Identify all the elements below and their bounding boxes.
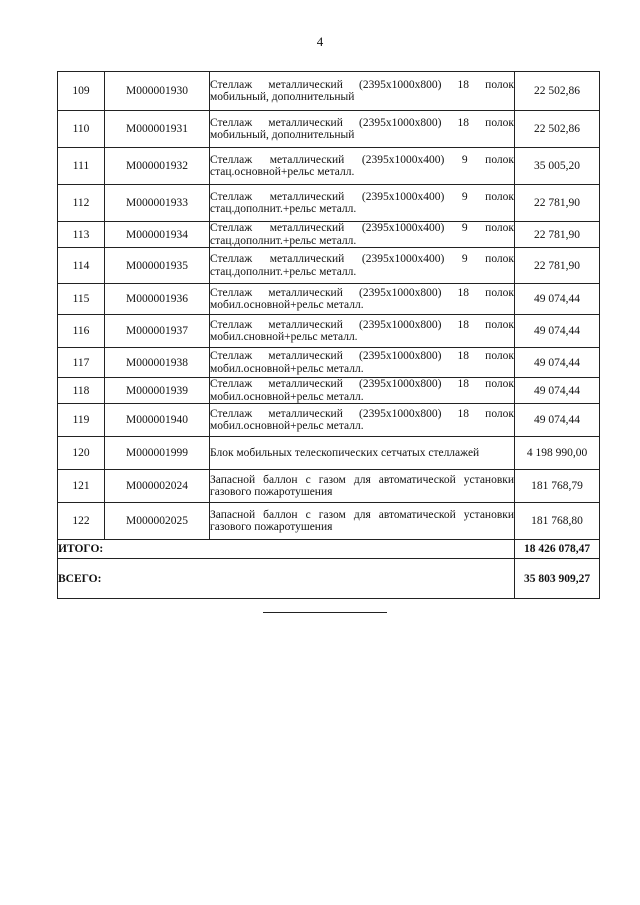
description-line-1: Запасной баллон с газом для автоматической установки xyxy=(210,473,514,486)
description-line-1: Стеллаж металлический (2395x1000x400) 9 полок xyxy=(210,253,514,266)
row-number: 114 xyxy=(58,248,105,284)
description-line-2: мобильный, дополнительный xyxy=(210,91,355,103)
description-line-2: мобильный, дополнительный xyxy=(210,129,355,141)
table-row xyxy=(58,404,600,437)
item-description xyxy=(210,378,515,404)
itogo-value: 18 426 078,47 xyxy=(515,540,600,559)
amount: 22 781,90 xyxy=(515,222,600,248)
description-line-1: Стеллаж металлический (2395x1000x800) 18 полок xyxy=(210,116,514,129)
description-line-1: Блок мобильных телескопических сетчатых стеллажей xyxy=(210,446,480,459)
row-number: 121 xyxy=(58,470,105,503)
row-number: 120 xyxy=(58,437,105,470)
description-line-1: Стеллаж металлический (2395x1000x400) 9 полок xyxy=(210,190,514,203)
vsego-value: 35 803 909,27 xyxy=(515,559,600,599)
row-number: 109 xyxy=(58,72,105,111)
amount: 49 074,44 xyxy=(515,348,600,378)
itogo-row xyxy=(58,540,600,559)
item-description xyxy=(210,148,515,185)
separator-line xyxy=(263,612,387,613)
item-description xyxy=(210,315,515,348)
item-description xyxy=(210,248,515,284)
description-line-1: Стеллаж металлический (2395x1000x400) 9 полок xyxy=(210,153,514,166)
inventory-code: М000001933 xyxy=(105,185,210,222)
table-row xyxy=(58,348,600,378)
table-row xyxy=(58,222,600,248)
description-line-1: Запасной баллон с газом для автоматической установки xyxy=(210,508,514,521)
row-number: 110 xyxy=(58,111,105,148)
description-line-1: Стеллаж металлический (2395x1000x800) 18 полок xyxy=(210,350,514,363)
amount: 49 074,44 xyxy=(515,378,600,404)
table-row xyxy=(58,111,600,148)
inventory-code: М000001936 xyxy=(105,284,210,315)
inventory-code: М000001939 xyxy=(105,378,210,404)
inventory-code: М000001930 xyxy=(105,72,210,111)
description-line-1: Стеллаж металлический (2395x1000x800) 18 полок xyxy=(210,318,514,331)
inventory-code: М000001932 xyxy=(105,148,210,185)
inventory-code: М000001940 xyxy=(105,404,210,437)
table-row xyxy=(58,470,600,503)
description-line-1: Стеллаж металлический (2395x1000x800) 18 полок xyxy=(210,407,514,420)
description-line-2: мобил.основной+рельс металл. xyxy=(210,420,364,432)
item-description xyxy=(210,437,515,470)
amount: 22 502,86 xyxy=(515,72,600,111)
row-number: 116 xyxy=(58,315,105,348)
item-description xyxy=(210,72,515,111)
table-row xyxy=(58,437,600,470)
row-number: 122 xyxy=(58,503,105,540)
table-body xyxy=(58,72,600,540)
item-description xyxy=(210,284,515,315)
amount: 22 502,86 xyxy=(515,111,600,148)
row-number: 115 xyxy=(58,284,105,315)
row-number: 113 xyxy=(58,222,105,248)
description-line-2: стац.дополнит.+рельс металл. xyxy=(210,234,357,247)
description-line-2: газового пожаротушения xyxy=(210,521,333,533)
page-number: 4 xyxy=(316,34,324,49)
inventory-code: М000001937 xyxy=(105,315,210,348)
description-line-2: мобил.основной+рельс металл. xyxy=(210,362,364,375)
amount: 49 074,44 xyxy=(515,404,600,437)
description-line-2: мобил.основной+рельс металл. xyxy=(210,390,364,403)
vsego-row xyxy=(58,559,600,599)
table-row xyxy=(58,72,600,111)
item-description xyxy=(210,222,515,248)
amount: 49 074,44 xyxy=(515,315,600,348)
row-number: 111 xyxy=(58,148,105,185)
amount: 49 074,44 xyxy=(515,284,600,315)
item-description xyxy=(210,111,515,148)
table-row xyxy=(58,378,600,404)
inventory-code: М000001934 xyxy=(105,222,210,248)
description-line-2: стац.дополнит.+рельс металл. xyxy=(210,265,357,278)
description-line-2: стац.основной+рельс металл. xyxy=(210,166,355,178)
description-line-1: Стеллаж металлический (2395x1000x400) 9 полок xyxy=(210,222,514,235)
inventory-code: М000001935 xyxy=(105,248,210,284)
description-line-1: Стеллаж металлический (2395x1000x800) 18 полок xyxy=(210,378,514,391)
vsego-label: ВСЕГО: xyxy=(58,559,515,599)
table-row xyxy=(58,284,600,315)
inventory-code: М000002025 xyxy=(105,503,210,540)
inventory-code: М000001938 xyxy=(105,348,210,378)
amount: 22 781,90 xyxy=(515,185,600,222)
description-line-2: стац.дополнит.+рельс металл. xyxy=(210,203,357,215)
row-number: 119 xyxy=(58,404,105,437)
description-line-1: Стеллаж металлический (2395x1000x800) 18 полок xyxy=(210,286,514,299)
table-row xyxy=(58,503,600,540)
amount: 35 005,20 xyxy=(515,148,600,185)
row-number: 118 xyxy=(58,378,105,404)
description-line-1: Стеллаж металлический (2395x1000x800) 18 полок xyxy=(210,78,514,91)
inventory-table xyxy=(57,71,600,599)
table-row xyxy=(58,185,600,222)
description-line-2: газового пожаротушения xyxy=(210,486,333,498)
inventory-code: М000001931 xyxy=(105,111,210,148)
amount: 181 768,80 xyxy=(515,503,600,540)
item-description xyxy=(210,470,515,503)
inventory-code: М000002024 xyxy=(105,470,210,503)
itogo-label: ИТОГО: xyxy=(58,540,515,559)
description-line-2: мобил.основной+рельс металл. xyxy=(210,299,364,311)
description-line-2: мобил.сновной+рельс металл. xyxy=(210,331,358,343)
table-row xyxy=(58,248,600,284)
inventory-code: М000001999 xyxy=(105,437,210,470)
item-description xyxy=(210,404,515,437)
item-description xyxy=(210,503,515,540)
row-number: 112 xyxy=(58,185,105,222)
table-row xyxy=(58,148,600,185)
item-description xyxy=(210,185,515,222)
row-number: 117 xyxy=(58,348,105,378)
item-description xyxy=(210,348,515,378)
table-row xyxy=(58,315,600,348)
amount: 22 781,90 xyxy=(515,248,600,284)
amount: 4 198 990,00 xyxy=(515,437,600,470)
amount: 181 768,79 xyxy=(515,470,600,503)
